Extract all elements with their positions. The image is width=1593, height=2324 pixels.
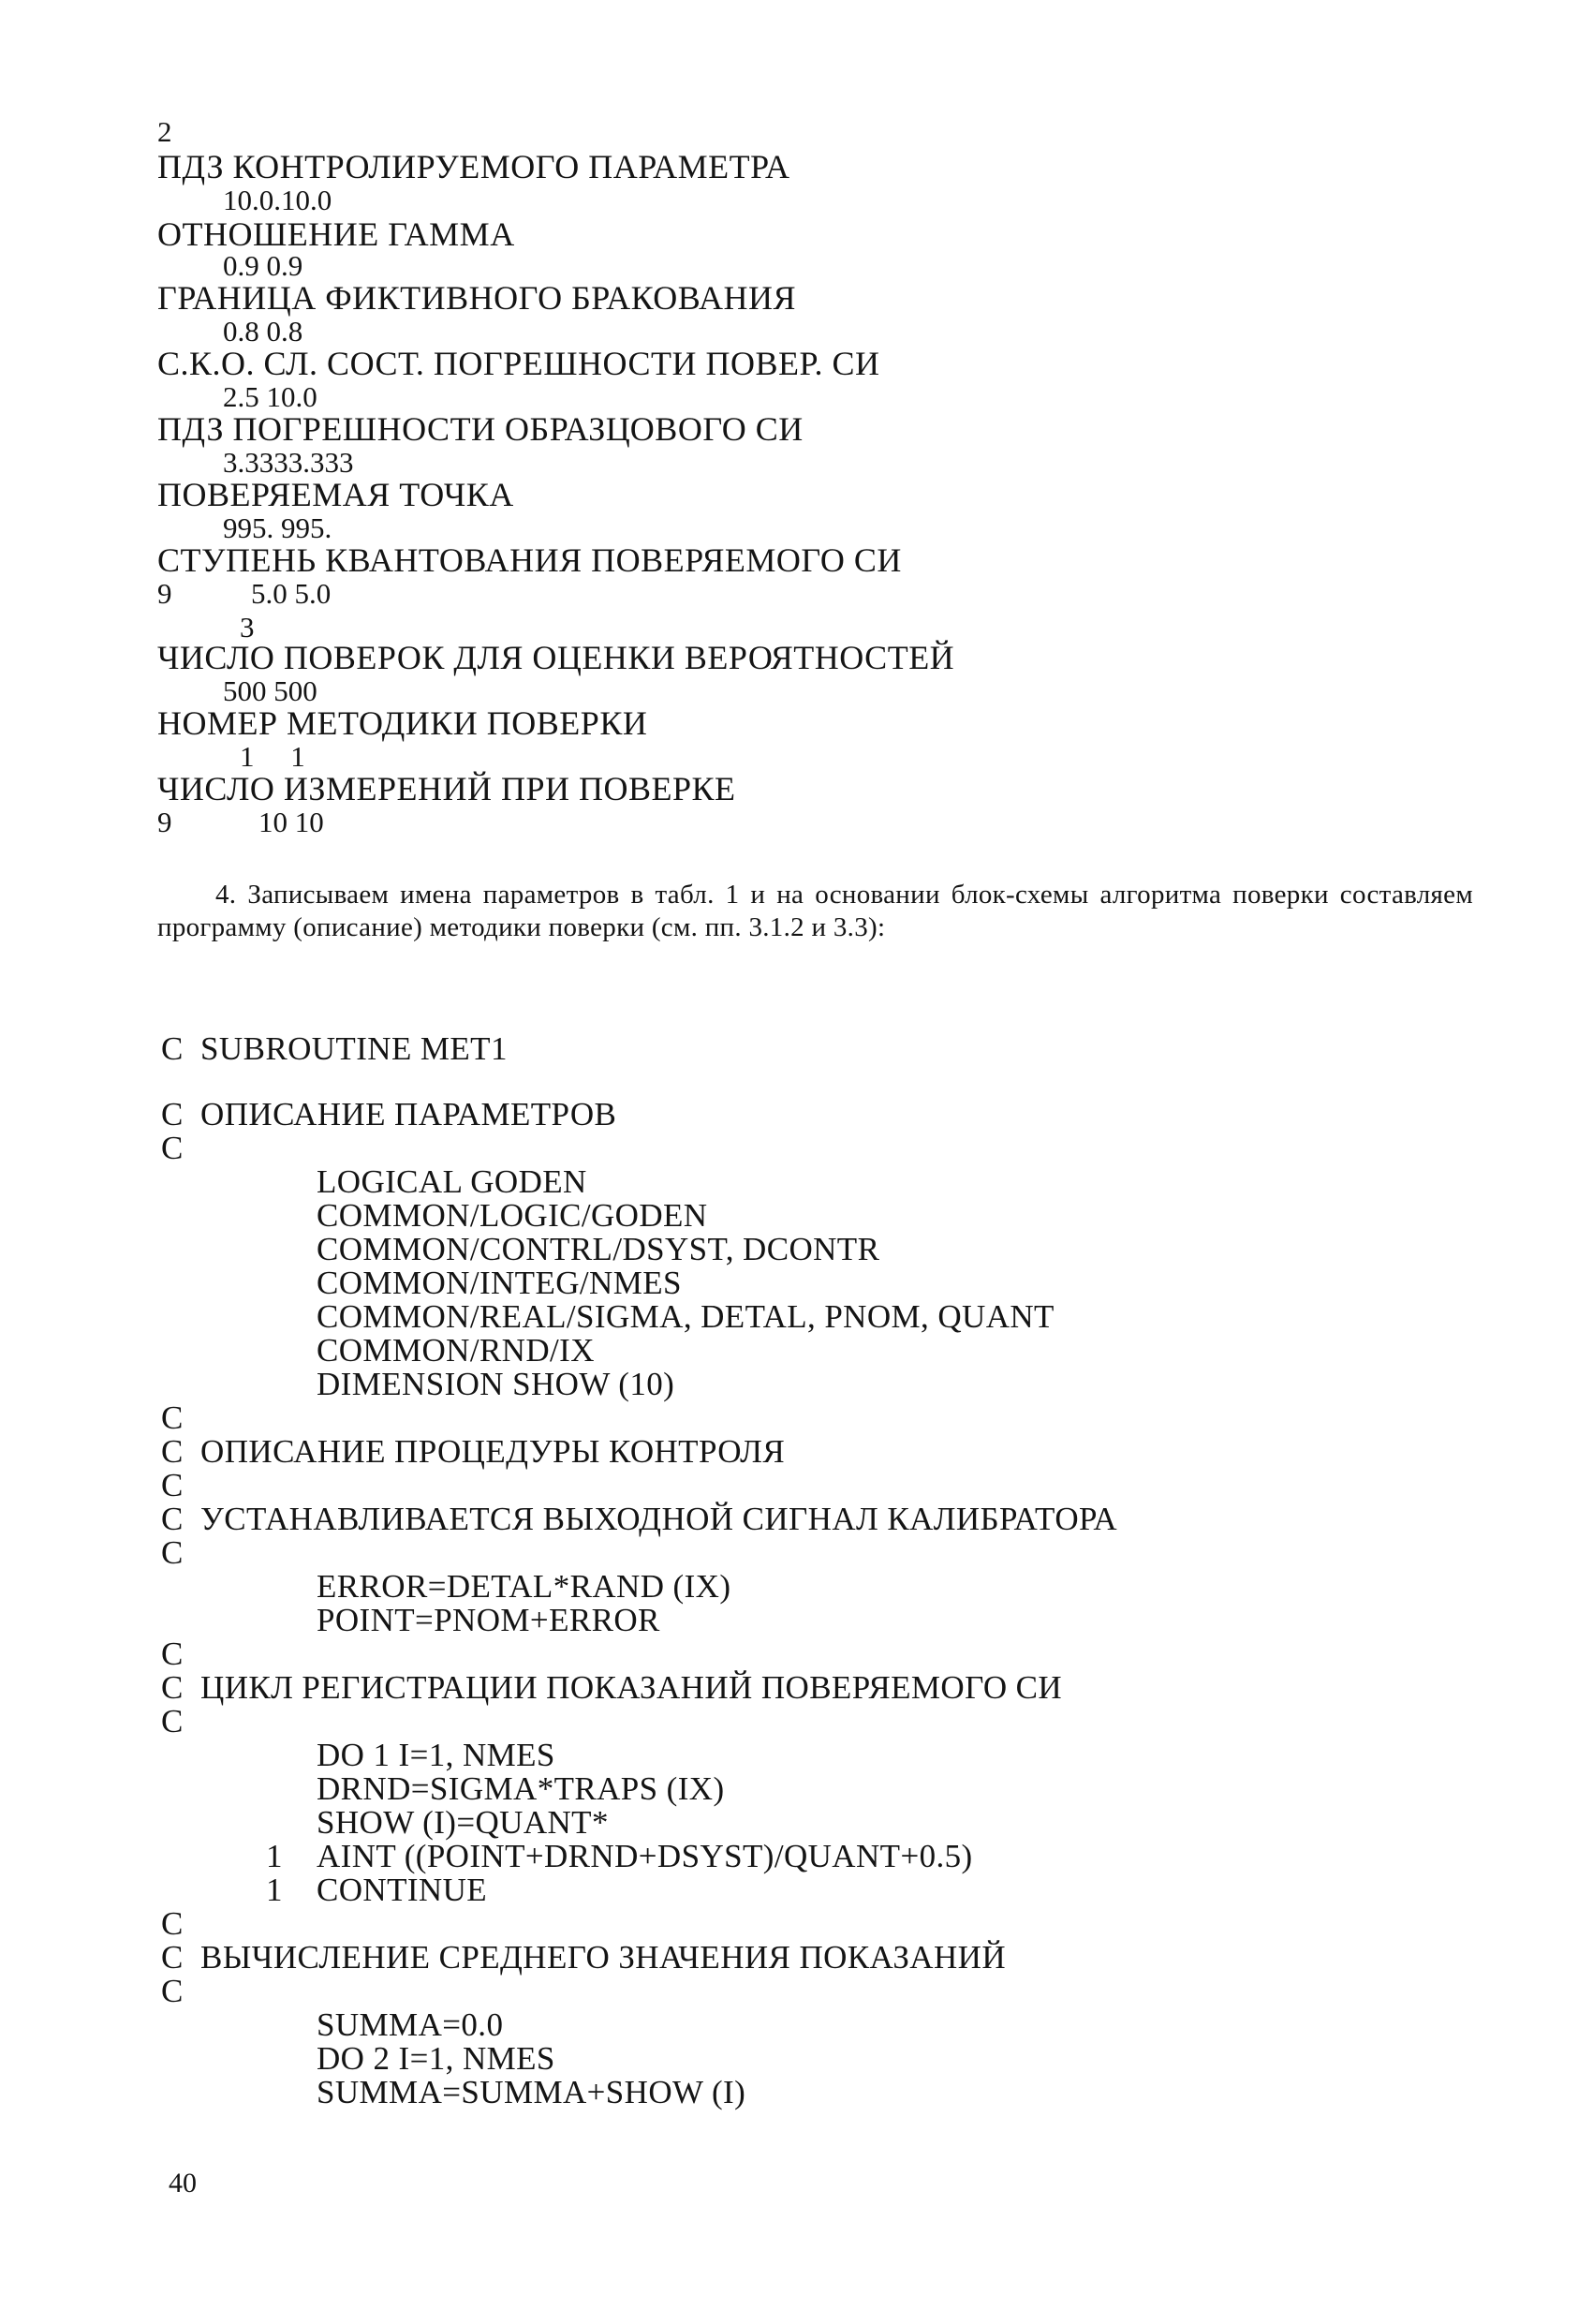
code-statement: CONTINUE (317, 1872, 488, 1908)
code-statement: DRND=SIGMA*TRAPS (IX) (317, 1770, 725, 1807)
code-comment: C (161, 1636, 184, 1672)
code-comment: C ЦИКЛ РЕГИСТРАЦИИ ПОКАЗАНИЙ ПОВЕРЯЕМОГО СИ (161, 1669, 1063, 1706)
paragraph-text: Записываем имена параметров в табл. 1 и на основании блок-схемы алгоритма поверки составляем программу (описание) методики поверки (см. пп. 3.1.2 и 3.3): (157, 880, 1473, 942)
code-statement: DO 1 I=1, NMES (317, 1737, 555, 1773)
param-title: НОМЕР МЕТОДИКИ ПОВЕРКИ (157, 704, 648, 742)
code-statement: COMMON/RND/IX (317, 1332, 595, 1369)
code-statement: POINT=PNOM+ERROR (317, 1602, 660, 1638)
param-title: ЧИСЛО ИЗМЕРЕНИЙ ПРИ ПОВЕРКЕ (157, 770, 736, 807)
param-title: ГРАНИЦА ФИКТИВНОГО БРАКОВАНИЯ (157, 279, 797, 317)
param-values: 1 1 (240, 740, 305, 773)
param-title: ПДЗ ПОГРЕШНОСТИ ОБРАЗЦОВОГО СИ (157, 410, 804, 448)
code-comment: C (161, 1467, 184, 1503)
code-comment: C ОПИСАНИЕ ПАРАМЕТРОВ (161, 1096, 617, 1132)
code-comment: C (161, 1703, 184, 1739)
top-number: 2 (157, 115, 172, 148)
code-comment: C УСТАНАВЛИВАЕТСЯ ВЫХОДНОЙ СИГНАЛ КАЛИБРАТОРА (161, 1501, 1118, 1537)
param-title: СТУПЕНЬ КВАНТОВАНИЯ ПОВЕРЯЕМОГО СИ (157, 541, 902, 579)
code-comment: C (161, 1399, 184, 1436)
code-statement: COMMON/REAL/SIGMA, DETAL, PNOM, QUANT (317, 1298, 1055, 1335)
code-statement: AINT ((POINT+DRND+DSYST)/QUANT+0.5) (317, 1838, 973, 1874)
param-values: 5.0 5.0 (251, 577, 332, 610)
paragraph-number: 4. (215, 880, 237, 910)
param-pre: 3 (240, 611, 255, 644)
code-statement: COMMON/INTEG/NMES (317, 1265, 682, 1301)
param-values: 995. 995. (223, 511, 332, 544)
code-statement: DO 2 I=1, NMES (317, 2040, 555, 2077)
code-comment: C (161, 1973, 184, 2009)
param-title: С.К.О. СЛ. СОСТ. ПОГРЕШНОСТИ ПОВЕР. СИ (157, 345, 880, 382)
param-values: 2.5 10.0 (223, 380, 317, 413)
param-values: 10 10 (258, 806, 324, 838)
page-number: 40 (169, 2168, 197, 2198)
code-statement: SUMMA=0.0 (317, 2006, 504, 2043)
code-statement: ERROR=DETAL*RAND (IX) (317, 1568, 731, 1605)
code-statement: DIMENSION SHOW (10) (317, 1366, 675, 1402)
code-comment: C ОПИСАНИЕ ПРОЦЕДУРЫ КОНТРОЛЯ (161, 1433, 786, 1470)
code-subroutine-line: C SUBROUTINE MET1 (161, 1030, 508, 1067)
param-prefix: 9 (157, 806, 172, 838)
param-values: 10.0.10.0 (223, 184, 332, 216)
code-statement: LOGICAL GODEN (317, 1163, 587, 1200)
code-statement: COMMON/CONTRL/DSYST, DCONTR (317, 1231, 880, 1267)
param-values: 500 500 (223, 674, 317, 707)
code-comment: C (161, 1534, 184, 1571)
param-prefix: 9 (157, 577, 172, 610)
param-values: 0.9 0.9 (223, 249, 303, 282)
instruction-paragraph (157, 879, 1473, 944)
code-comment: C (161, 1905, 184, 1942)
code-comment: C (161, 1130, 184, 1166)
code-statement: SUMMA=SUMMA+SHOW (I) (317, 2074, 746, 2110)
code-label: 1 (266, 1838, 283, 1874)
code-statement: COMMON/LOGIC/GODEN (317, 1197, 708, 1234)
param-values: 0.8 0.8 (223, 315, 303, 348)
code-label: 1 (266, 1872, 283, 1908)
param-title: ОТНОШЕНИЕ ГАММА (157, 215, 515, 253)
code-comment: C ВЫЧИСЛЕНИЕ СРЕДНЕГО ЗНАЧЕНИЯ ПОКАЗАНИЙ (161, 1939, 1006, 1976)
param-values: 3.3333.333 (223, 446, 354, 479)
param-title: ПДЗ КОНТРОЛИРУЕМОГО ПАРАМЕТРА (157, 148, 790, 185)
param-title: ЧИСЛО ПОВЕРОК ДЛЯ ОЦЕНКИ ВЕРОЯТНОСТЕЙ (157, 639, 955, 676)
param-title: ПОВЕРЯЕМАЯ ТОЧКА (157, 476, 514, 513)
code-statement: SHOW (I)=QUANT* (317, 1804, 609, 1841)
